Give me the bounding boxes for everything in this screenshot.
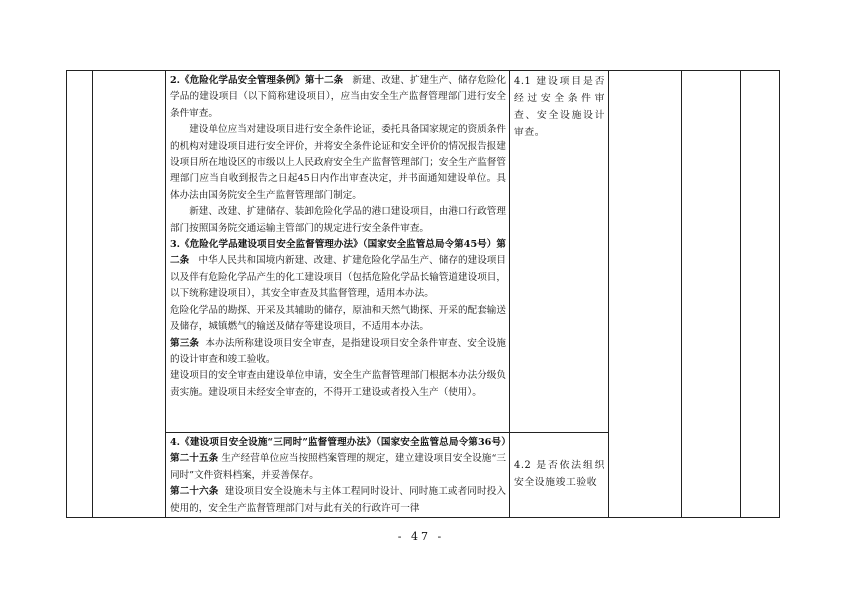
check-item-cell	[510, 71, 609, 433]
law-title: 3.《危险化学品建设项目安全监督管理办法》（国家安全监管总局令第45号）第二条	[170, 239, 506, 267]
check-item-text: 4.2 是否依法组织安全设施竣工验收	[514, 460, 605, 488]
law-paragraph: 建设项目的安全审查由建设单位申请，安全生产监督管理部门根据本办法分级负责实施。建设项目未经安全审查的，不得开工建设或者投入生产（使用）。	[170, 370, 506, 398]
check-item-cell	[510, 433, 609, 518]
law-paragraph: 建设单位应当对建设项目进行安全条件论证，委托具备国家规定的资质条件的机构对建设项目进行安全评价，并将安全条件论证和安全评价的情况报告报建设项目所在地设区的市级以上人民政府安全生产监督管理部门；安全生产监督管理部门应当自收到报告之日起45日内作出审查决定，并书面通知建设单位。具体办法由国务院安全生产监督管理部门制定。	[170, 124, 506, 201]
law-title: 4.《建设项目安全设施“三同时”监督管理办法》（国家安全监管总局令第36号）第二十五条	[170, 437, 506, 465]
law-paragraph: 建设项目安全设施未与主体工程同时设计、同时施工或者同时投入使用的，安全生产监督管理部门对与此有关的行政许可一律	[170, 486, 506, 514]
page-number: - 47 -	[397, 530, 445, 543]
law-basis-text	[166, 433, 509, 517]
article-label: 第二十六条	[170, 486, 219, 498]
law-paragraph: 危险化学品的勘探、开采及其辅助的储存，原油和天然气勘探、开采的配套输送及储存，城镇燃气的输送及储存等建设项目，不适用本办法。	[170, 304, 506, 333]
item-cell	[93, 71, 166, 518]
index-cell	[67, 71, 93, 518]
law-basis-text	[166, 71, 509, 432]
inspection-table	[66, 70, 780, 518]
table-row	[67, 71, 780, 433]
law-paragraph: 新建、改建、扩建生产、储存危险化学品的建设项目（以下简称建设项目），应当由安全生产监督管理部门进行安全条件审查。	[170, 75, 507, 119]
law-basis-cell	[166, 433, 510, 518]
law-basis-cell	[166, 71, 510, 433]
note-cell	[741, 71, 780, 518]
law-title: 2.《危险化学品安全管理条例》第十二条	[170, 75, 344, 86]
law-paragraph: 生产经营单位应当按照档案管理的规定，建立建设项目安全设施“三同时”文件资料档案，并妥善保存。	[170, 453, 506, 481]
remark-cell	[682, 71, 741, 518]
law-paragraph: 本办法所称建设项目安全审查，是指建设项目安全条件审查、安全设施的设计审查和竣工验收。	[170, 337, 507, 365]
law-paragraph: 新建、改建、扩建储存、装卸危险化学品的港口建设项目，由港口行政管理部门按照国务院交通运输主管部门的规定进行安全条件审查。	[170, 206, 506, 234]
law-paragraph: 中华人民共和国境内新建、改建、扩建危险化学品生产、储存的建设项目以及伴有危险化学品产生的化工建设项目（包括危险化学品长输管道建设项目，以下统称建设项目），其安全审查及其监督管理，适用本办法。	[170, 255, 507, 300]
result-cell	[609, 71, 682, 518]
article-label: 第三条	[170, 337, 200, 349]
check-item-text: 4.1 建设项目是否经过安全条件审查、安全设施设计审查。	[514, 76, 605, 138]
